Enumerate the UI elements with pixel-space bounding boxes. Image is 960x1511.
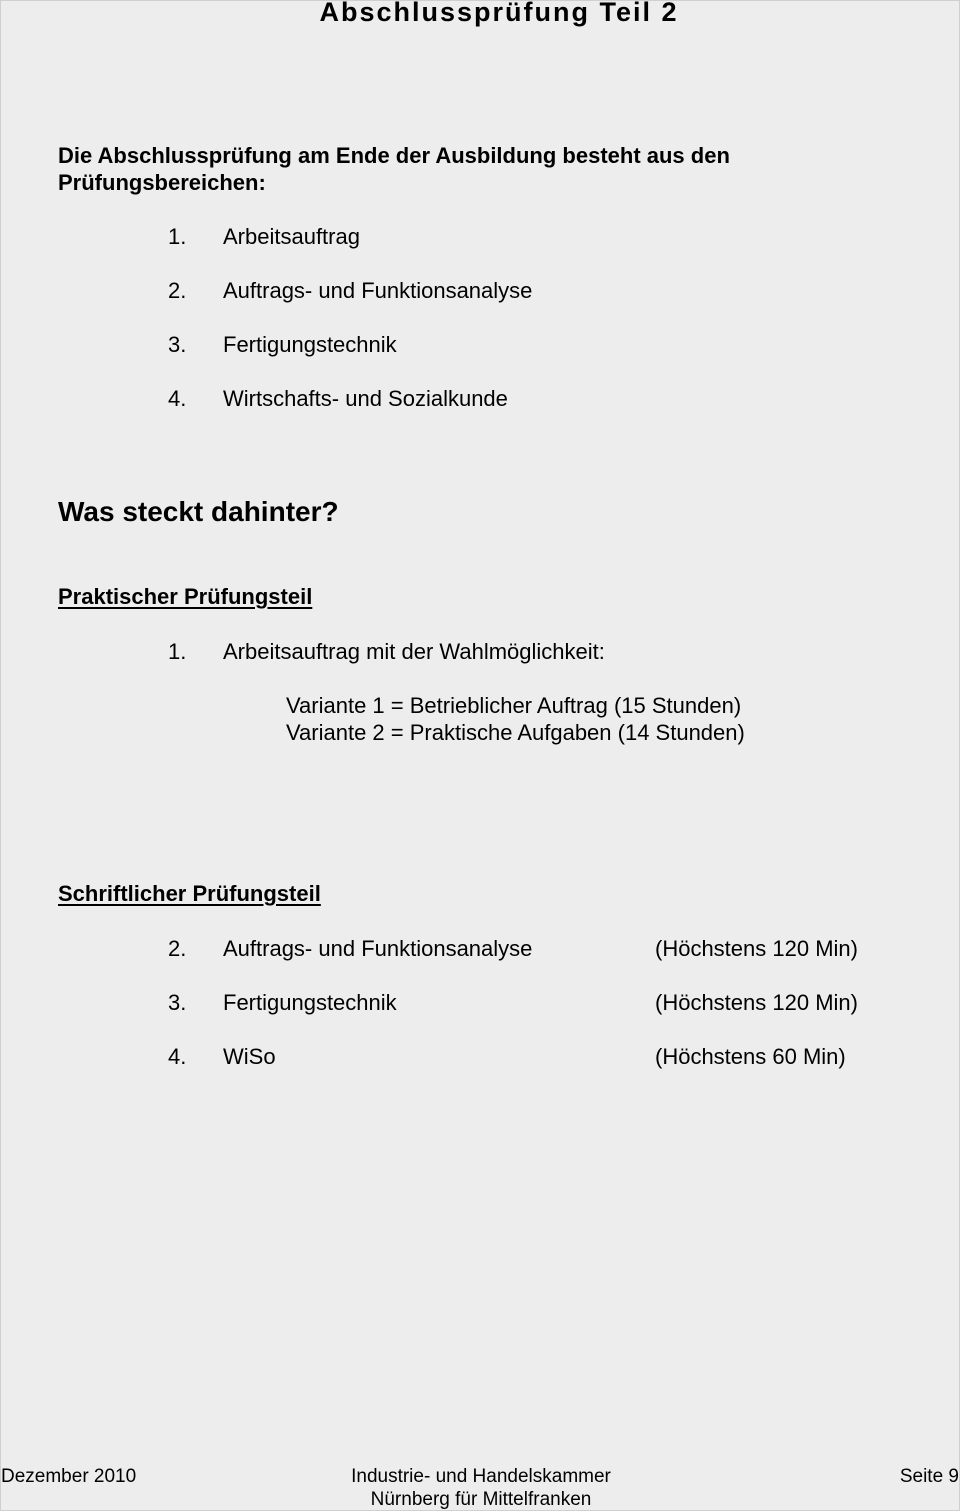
written-item-number: 2. — [168, 936, 187, 961]
footer-page-number: Seite 9 — [899, 1466, 959, 1487]
written-item-label: Auftrags- und Funktionsanalyse — [223, 936, 533, 961]
variant-1: Variante 1 = Betrieblicher Auftrag (15 Stunden) — [286, 693, 742, 718]
list-item-number: 3. — [168, 332, 187, 357]
list-item-label: Wirtschafts- und Sozialkunde — [223, 386, 508, 411]
list-item-label: Auftrags- und Funktionsanalyse — [223, 278, 533, 303]
written-item-duration: (Höchstens 60 Min) — [655, 1044, 846, 1069]
variant-2: Variante 2 = Praktische Aufgaben (14 Stunden) — [286, 720, 745, 745]
question-heading: Was steckt dahinter? — [58, 496, 339, 527]
written-item-label: Fertigungstechnik — [223, 990, 397, 1015]
written-item-duration: (Höchstens 120 Min) — [655, 936, 858, 961]
written-item-label: WiSo — [223, 1044, 276, 1069]
list-item-number: 1. — [168, 224, 187, 249]
list-item-label: Fertigungstechnik — [223, 332, 397, 357]
intro-line-2: Prüfungsbereichen: — [58, 170, 266, 195]
written-item-number: 3. — [168, 990, 187, 1015]
list-item-number: 2. — [168, 278, 187, 303]
practical-item-label: Arbeitsauftrag mit der Wahlmöglichkeit: — [223, 639, 605, 664]
footer-organization — [331, 1465, 631, 1511]
practical-item-number: 1. — [168, 639, 187, 664]
written-heading: Schriftlicher Prüfungsteil — [58, 881, 321, 906]
footer-org-line-2: Nürnberg für Mittelfranken — [370, 1489, 592, 1510]
practical-heading: Praktischer Prüfungsteil — [58, 584, 313, 609]
footer-org-line-1: Industrie- und Handelskammer — [351, 1466, 611, 1487]
list-item-number: 4. — [168, 386, 187, 411]
footer-date: Dezember 2010 — [1, 1466, 137, 1487]
list-item-label: Arbeitsauftrag — [223, 224, 360, 249]
intro-line-1: Die Abschlussprüfung am Ende der Ausbildung besteht aus den — [58, 143, 730, 168]
intro-text — [58, 142, 878, 196]
written-item-number: 4. — [168, 1044, 187, 1069]
page-title: Abschlussprüfung Teil 2 — [319, 0, 679, 27]
written-item-duration: (Höchstens 120 Min) — [655, 990, 858, 1015]
